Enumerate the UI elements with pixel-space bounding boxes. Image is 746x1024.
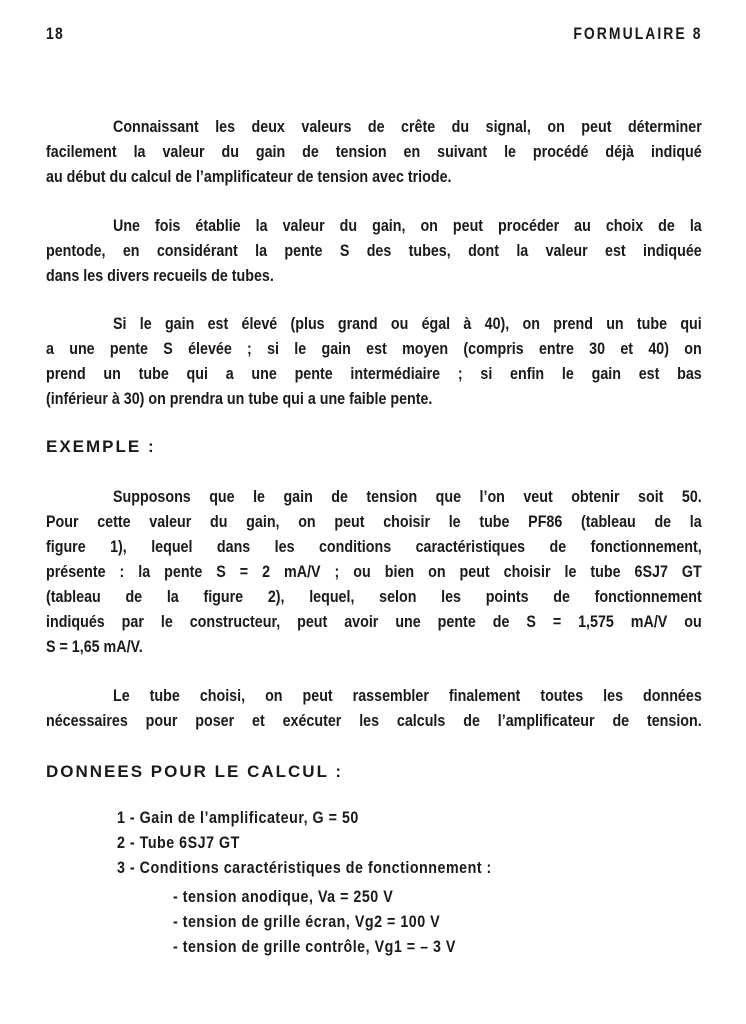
- text-line-content: présente : la pente S = 2 mA/V ; ou bien on peut choisir le tube 6SJ7 GT: [46, 562, 702, 581]
- text-line-content: facilement la valeur du gain de tension en suivant le procédé déjà indiqué: [46, 142, 702, 161]
- text-line-content: Connaissant les deux valeurs de crête du signal, on peut déterminer: [113, 117, 702, 136]
- heading-example: EXEMPLE :: [46, 437, 156, 456]
- text-line: [46, 710, 702, 732]
- list-item-text: 3 - Conditions caractéristiques de fonctionnement :: [117, 858, 492, 877]
- list-item-text: 2 - Tube 6SJ7 GT: [117, 833, 240, 852]
- text-line: [46, 116, 702, 138]
- text-line-content: pentode, en considérant la pente S des tubes, dont la valeur est indiquée: [46, 241, 702, 260]
- text-line-content: indiqués par le constructeur, peut avoir une pente de S = 1,575 mA/V ou: [46, 612, 702, 631]
- condition-item: [173, 912, 491, 932]
- text-line: [46, 636, 702, 658]
- text-line-content: Si le gain est élevé (plus grand ou égal à 40), on prend un tube qui: [113, 314, 702, 333]
- text-line: [46, 388, 702, 410]
- text-line: [46, 511, 702, 533]
- text-line: [46, 215, 702, 237]
- text-line-content: nécessaires pour poser et exécuter les calculs de l’amplificateur de tension.: [46, 711, 702, 730]
- condition-item: [173, 887, 435, 907]
- condition-text: - tension anodique, Va = 250 V: [173, 887, 394, 906]
- page-number: 18: [46, 24, 64, 43]
- list-item-text: 1 - Gain de l’amplificateur, G = 50: [117, 808, 359, 827]
- text-line: [46, 313, 702, 335]
- text-line: [46, 265, 702, 287]
- text-line: [46, 363, 702, 385]
- text-line: [46, 141, 702, 163]
- text-line-content: Le tube choisi, on peut rassembler finalement toutes les données: [113, 686, 702, 705]
- text-line: [46, 685, 702, 707]
- condition-item: [173, 937, 510, 957]
- text-line-content: au début du calcul de l’amplificateur de tension avec triode.: [46, 167, 452, 186]
- text-line: [46, 166, 702, 188]
- text-line: [46, 586, 702, 608]
- text-line-content: (tableau de la figure 2), lequel, selon les points de fonctionnement: [46, 587, 702, 606]
- text-line-content: S = 1,65 mA/V.: [46, 637, 143, 656]
- text-line-content: Une fois établie la valeur du gain, on peut procéder au choix de la: [113, 216, 702, 235]
- text-line-content: Supposons que le gain de tension que l’on veut obtenir soit 50.: [113, 487, 702, 506]
- list-item: [117, 833, 263, 853]
- list-item: [117, 858, 563, 878]
- text-line: [46, 536, 702, 558]
- list-item: [117, 808, 405, 828]
- running-title: FORMULAIRE 8: [572, 24, 702, 43]
- text-line-content: prend un tube qui a une pente intermédiaire ; si enfin le gain est bas: [46, 364, 702, 383]
- text-line-content: a une pente S élevée ; si le gain est moyen (compris entre 30 et 40) on: [46, 339, 702, 358]
- condition-text: - tension de grille écran, Vg2 = 100 V: [173, 912, 441, 931]
- condition-text: - tension de grille contrôle, Vg1 = – 3 V: [173, 937, 456, 956]
- text-line: [46, 240, 702, 262]
- text-line: [46, 611, 702, 633]
- text-line: [46, 561, 702, 583]
- text-line-content: Pour cette valeur du gain, on peut choisir le tube PF86 (tableau de la: [46, 512, 702, 531]
- text-line-content: dans les divers recueils de tubes.: [46, 266, 274, 285]
- text-line: [46, 486, 702, 508]
- heading-data: DONNEES POUR LE CALCUL :: [46, 762, 344, 781]
- text-line: [46, 338, 702, 360]
- text-line-content: (inférieur à 30) on prendra un tube qui a une faible pente.: [46, 389, 433, 408]
- text-line-content: figure 1), lequel dans les conditions caractéristiques de fonctionnement,: [46, 537, 702, 556]
